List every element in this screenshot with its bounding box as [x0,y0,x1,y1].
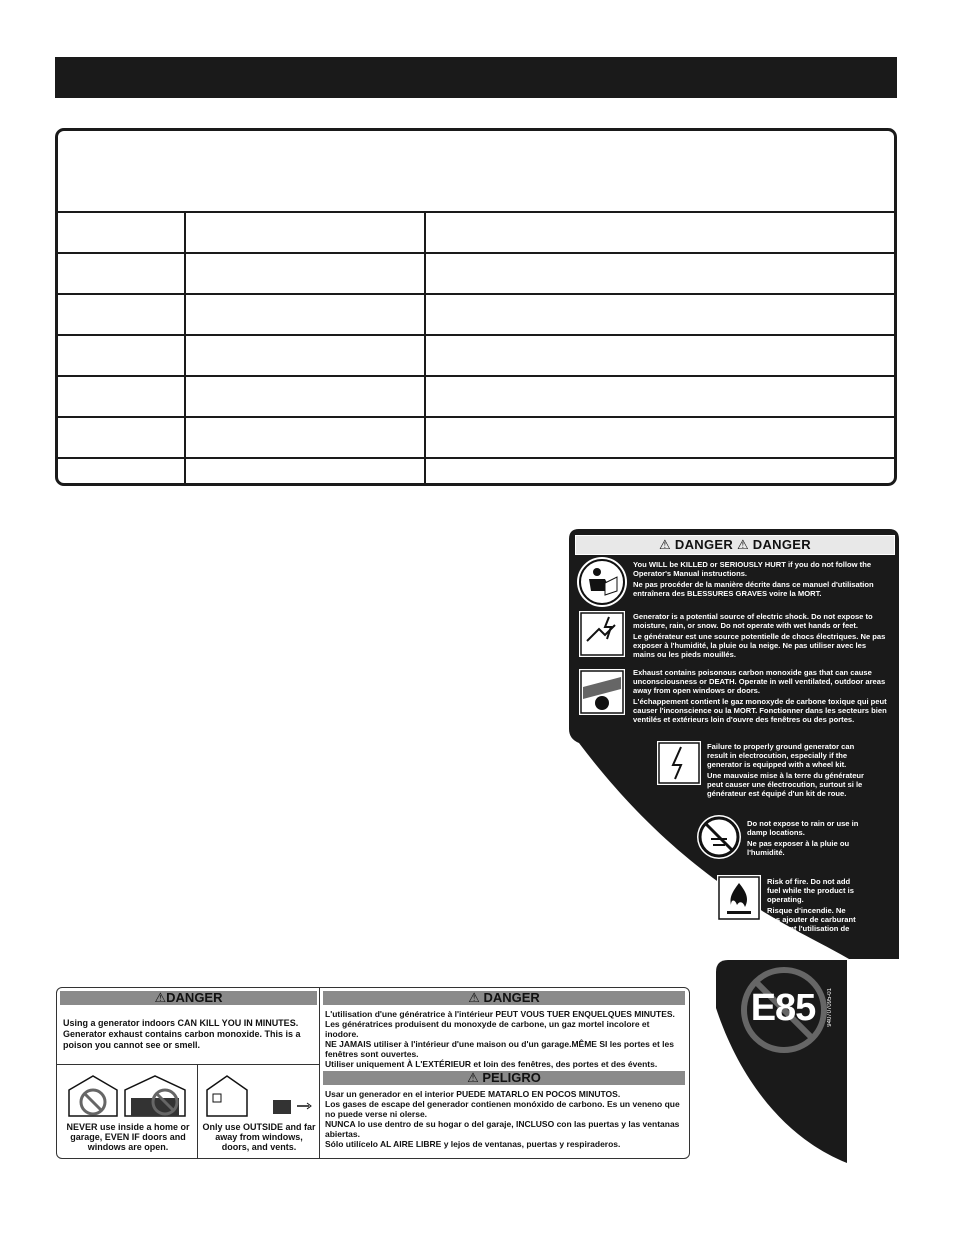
decal-row-exhaust [633,668,887,726]
danger-header-en: ⚠DANGER [60,991,317,1005]
table-row [58,253,894,294]
lightning-icon [657,741,701,785]
decal-row-fire [767,877,857,944]
e85-text: E85 [750,987,816,1029]
decal-text: Failure to properly ground generator can result in electrocution, especially if the generator is equipped with a wheel kit. [707,742,855,769]
generator-danger-label [56,987,690,1159]
table-row [58,294,894,335]
decal-text: Do not expose to rain or use in damp locations. [747,819,859,837]
exhaust-icon [579,669,625,715]
page-banner [55,57,897,98]
peligro-header: ⚠ PELIGRO [323,1071,685,1085]
label-line: L'utilisation d'une génératrice à l'intérieur PEUT VOUS TUER ENQUELQUES MINUTES. [325,1009,675,1019]
decal-text: Exhaust contains poisonous carbon monoxide gas that can cause unconsciousness or DEATH. Operate in well ventilated, outdoor areas away from open windows or doors. [633,668,886,695]
fire-icon [717,875,761,921]
label-divider [197,1064,198,1159]
decal-text: Generator is a potential source of electric shock. Do not expose to moisture, rain, or snow. Do not operate with wet hands or feet. [633,612,873,630]
danger-decal [569,529,899,959]
pic2-caption: Only use OUTSIDE and far away from windows, doors, and vents. [202,1122,316,1152]
no-indoor-icon [65,1072,191,1118]
table-row [58,458,894,486]
manual-icon [577,557,627,607]
decal-row-ground [707,742,865,800]
info-table [55,128,897,486]
table-row [58,376,894,417]
label-line: Los gases de escape del generador contienen monóxido de carbono. Es un veneno que no puede verse ni olerse. [325,1099,680,1119]
decal-text: Ne pas procéder de la manière décrite dans ce manuel d'utilisation entraînera des BLESSURES GRAVES voire la MORT. [633,580,874,598]
label-line: NE JAMAIS utiliser à l'intérieur d'une maison ou d'un garage.MÊME SI les portes et les fenêtres sont ouvertes. [325,1039,674,1059]
label-line: Usar un generador en el interior PUEDE MATARLO EN POCOS MINUTOS. [325,1089,621,1099]
label-line: Utiliser uniquement À L'EXTÉRIEUR et loin des fenêtres, des portes et des évents. [325,1059,658,1069]
pic1-caption: NEVER use inside a home or garage, EVEN IF doors and windows are open. [66,1122,190,1152]
label-text-en [63,1018,315,1051]
label-line: Using a generator indoors CAN KILL YOU IN MINUTES. [63,1018,299,1028]
label-line: Generator exhaust contains carbon monoxide. This is a poison you cannot see or smell. [63,1029,301,1050]
decal-text: Ne pas exposer à la pluie ou l'humidité. [747,839,850,857]
decal-text: You WILL be KILLED or SERIOUSLY HURT if you do not follow the Operator's Manual instructions. [633,560,872,578]
decal-row-manual [633,560,887,600]
table-row [58,212,894,253]
electric-shock-icon [579,611,625,657]
outdoor-use-icon [203,1072,315,1118]
decal-text: Le générateur est une source potentielle de chocs électriques. Ne pas exposer à l'humidité, la pluie ou la neige. Ne pas utiliser avec les mains ou les pieds mouillés. [633,632,886,659]
label-divider [57,1064,319,1065]
decal-part-code: 940707095-01 [827,988,833,1027]
label-text-es [325,1089,685,1149]
no-rain-icon [697,815,741,859]
decal-header: ⚠ DANGER ⚠ DANGER [575,535,895,555]
table-row [58,417,894,458]
label-line: Les génératrices produisent du monoxyde de carbone, un gaz mortel incolore et inodore. [325,1019,650,1039]
decal-text: Une mauvaise mise à la terre du générateur peut causer une électrocution, surtout si le générateur est équipé d'un kit de roue. [707,771,865,798]
decal-row-shock [633,612,887,661]
e85-decal [714,958,849,1163]
info-table-grid [58,211,894,486]
decal-row-rain [747,819,865,859]
table-row [58,335,894,376]
label-line: NUNCA lo use dentro de su hogar o del garaje, INCLUSO con las puertas y las ventanas abiertas. [325,1119,680,1139]
decal-text: Risque d'incendie. Ne pas ajouter de carburant pendant l'utilisation de l'appareil. [767,906,856,942]
label-divider [319,988,320,1158]
label-line: Sólo utilícelo AL AIRE LIBRE y lejos de ventanas, puertas y respiraderos. [325,1139,621,1149]
decal-text: L'échappement contient le gaz monoxyde de carbone toxique qui peut causer l'inconscience ou la MORT. Fonctionner dans les secteurs bien ventilés et extérieurs loin d'ouvre des fenêtres ou des portes. [633,697,887,724]
label-text-fr [325,1009,685,1069]
decal-text: Risk of fire. Do not add fuel while the product is operating. [767,877,854,904]
danger-header-fr: ⚠ DANGER [323,991,685,1005]
